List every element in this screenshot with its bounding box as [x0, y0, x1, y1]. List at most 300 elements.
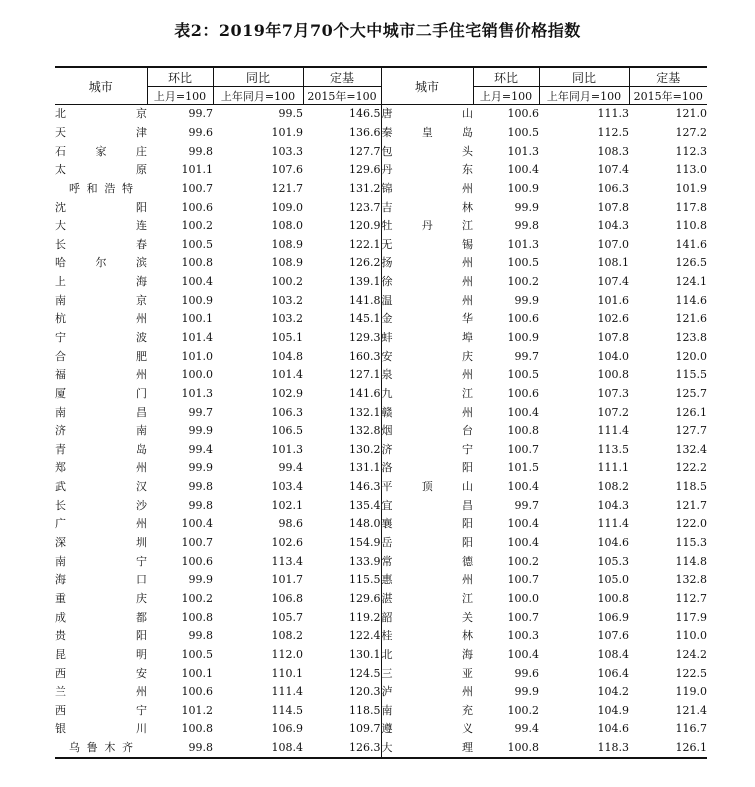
- right-yoy-cell: 107.6: [597, 629, 629, 643]
- left-yoy-cell: 106.3: [271, 405, 303, 419]
- left-mom-cell: 100.8: [181, 610, 213, 624]
- right-mom-cell: 100.9: [507, 181, 539, 195]
- left-yoy-cell: 106.8: [271, 591, 303, 605]
- right-base-cell: 122.2: [675, 461, 707, 475]
- left-yoy-cell: 105.7: [271, 610, 303, 624]
- table-row: [55, 403, 707, 422]
- right-city-cell: 温州: [381, 291, 473, 310]
- right-city-cell: 九江: [381, 385, 473, 404]
- right-city-cell: 扬州: [381, 254, 473, 273]
- right-city-cell: 桂林: [381, 627, 473, 646]
- left-base-cell: 130.1: [349, 647, 381, 661]
- right-mom-cell: 100.6: [507, 312, 539, 326]
- left-mom-cell: 100.6: [181, 200, 213, 214]
- right-base-cell: 118.5: [675, 480, 707, 494]
- left-base-cell: 127.7: [349, 144, 381, 158]
- left-base-cell: 120.9: [349, 219, 381, 233]
- right-city-cell: 无锡: [381, 235, 473, 254]
- left-city-cell: 成都: [55, 610, 147, 624]
- left-yoy-cell: 103.2: [271, 293, 303, 307]
- left-city-cell: 合肥: [55, 349, 147, 363]
- left-mom-cell: 100.0: [181, 368, 213, 382]
- right-yoy-cell: 106.3: [597, 181, 629, 195]
- left-base-cell: 122.1: [349, 237, 381, 251]
- right-mom-cell: 100.5: [507, 125, 539, 139]
- table-row: [55, 664, 707, 683]
- left-base-cell: 131.2: [349, 181, 381, 195]
- right-base-cell: 132.8: [675, 573, 707, 587]
- subheader-base-left: 2015年=100: [303, 87, 381, 105]
- left-city-cell: 北京: [55, 107, 147, 121]
- right-city-cell: 岳阳: [381, 534, 473, 553]
- table-row: [55, 534, 707, 553]
- right-city-cell: 洛阳: [381, 459, 473, 478]
- right-city-cell: 南充: [381, 702, 473, 721]
- left-city-cell: 天津: [55, 125, 147, 139]
- table-row: [55, 496, 707, 515]
- right-yoy-cell: 108.3: [597, 144, 629, 158]
- left-mom-cell: 99.6: [188, 125, 213, 139]
- left-city-cell: 青岛: [55, 442, 147, 456]
- right-base-cell: 127.2: [675, 125, 707, 139]
- left-base-cell: 141.6: [349, 386, 381, 400]
- table-row: [55, 273, 707, 292]
- right-base-cell: 115.5: [675, 368, 707, 382]
- left-yoy-cell: 105.1: [271, 331, 303, 344]
- left-base-cell: 146.5: [349, 107, 381, 121]
- right-yoy-cell: 118.3: [539, 739, 629, 759]
- left-mom-cell: 100.2: [181, 591, 213, 605]
- subheader-base-right: 2015年=100: [629, 87, 707, 105]
- subheader-yoy-left: 上年同月=100: [213, 87, 303, 105]
- right-city-cell: 北海: [381, 646, 473, 665]
- left-mom-cell: 99.9: [188, 461, 213, 475]
- right-city-cell: 韶关: [381, 608, 473, 627]
- left-city-cell: 贵阳: [55, 629, 147, 643]
- right-city-cell: 徐州: [381, 273, 473, 292]
- right-mom-cell: 99.9: [514, 293, 539, 307]
- left-mom-cell: 100.4: [181, 275, 213, 289]
- right-yoy-cell: 104.3: [597, 219, 629, 233]
- left-yoy-cell: 108.0: [271, 219, 303, 233]
- left-mom-cell: 100.8: [181, 256, 213, 270]
- right-mom-cell: 99.7: [514, 349, 539, 363]
- table-row: [55, 105, 707, 124]
- left-yoy-cell: 113.4: [271, 554, 303, 568]
- right-mom-cell: 99.9: [514, 200, 539, 214]
- right-mom-cell: 100.2: [507, 703, 539, 717]
- right-mom-cell: 99.9: [514, 685, 539, 699]
- left-city-cell: 杭州: [55, 312, 147, 326]
- left-mom-cell: 101.2: [181, 703, 213, 717]
- right-mom-cell: 100.2: [507, 554, 539, 568]
- left-base-cell: 141.8: [349, 293, 381, 307]
- left-city-cell: 哈尔滨: [55, 256, 147, 270]
- table-row: [55, 329, 707, 348]
- left-mom-cell: 99.8: [147, 739, 213, 759]
- right-mom-cell: 100.4: [507, 536, 539, 550]
- right-yoy-cell: 111.1: [597, 461, 629, 475]
- left-base-cell: 132.8: [349, 424, 381, 438]
- left-yoy-cell: 108.2: [271, 629, 303, 643]
- right-base-cell: 112.3: [675, 144, 707, 158]
- left-yoy-cell: 106.9: [271, 722, 303, 736]
- right-city-cell: 惠州: [381, 571, 473, 590]
- left-yoy-cell: 112.0: [271, 647, 303, 661]
- right-city-cell: 遵义: [381, 720, 473, 739]
- right-base-cell: 112.7: [675, 591, 707, 605]
- header-base-left: 定基: [303, 67, 381, 87]
- right-yoy-cell: 108.1: [597, 256, 629, 270]
- right-yoy-cell: 104.6: [597, 722, 629, 736]
- right-yoy-cell: 107.3: [597, 386, 629, 400]
- left-yoy-cell: 111.4: [271, 685, 303, 699]
- left-city-cell: 济南: [55, 424, 147, 438]
- left-yoy-cell: 114.5: [271, 703, 303, 717]
- left-yoy-cell: 103.3: [271, 144, 303, 158]
- right-city-cell: 济宁: [381, 441, 473, 460]
- right-yoy-cell: 105.3: [597, 554, 629, 568]
- right-mom-cell: 101.3: [507, 144, 539, 158]
- left-base-cell: 122.4: [349, 629, 381, 643]
- right-mom-cell: 100.3: [507, 629, 539, 643]
- right-yoy-cell: 106.4: [597, 666, 629, 680]
- left-yoy-cell: 108.9: [271, 256, 303, 270]
- left-base-cell: 139.1: [349, 275, 381, 289]
- left-base-cell: 115.5: [349, 573, 381, 587]
- left-base-cell: 133.9: [349, 554, 381, 568]
- right-city-cell: 烟台: [381, 422, 473, 441]
- left-yoy-cell: 103.4: [271, 480, 303, 494]
- left-base-cell: 136.6: [349, 125, 381, 139]
- left-city-cell: 太原: [55, 163, 147, 177]
- left-base-cell: 148.0: [349, 517, 381, 531]
- right-yoy-cell: 104.9: [597, 703, 629, 717]
- right-city-cell: 泸州: [381, 683, 473, 702]
- left-yoy-cell: 100.2: [271, 275, 303, 289]
- left-mom-cell: 100.1: [181, 312, 213, 326]
- right-base-cell: 101.9: [675, 181, 707, 195]
- right-mom-cell: 100.0: [507, 591, 539, 605]
- left-city-cell: 乌鲁木齐: [55, 739, 147, 759]
- left-mom-cell: 100.6: [181, 554, 213, 568]
- left-base-cell: 127.1: [349, 368, 381, 382]
- right-yoy-cell: 111.4: [597, 424, 629, 438]
- right-mom-cell: 100.4: [507, 480, 539, 494]
- right-city-cell: 丹东: [381, 161, 473, 180]
- left-yoy-cell: 103.2: [271, 312, 303, 326]
- right-yoy-cell: 107.8: [597, 200, 629, 214]
- right-base-cell: 132.4: [675, 442, 707, 456]
- left-mom-cell: 99.8: [188, 629, 213, 643]
- right-base-cell: 141.6: [675, 237, 707, 251]
- right-mom-cell: 101.5: [507, 461, 539, 475]
- right-yoy-cell: 104.0: [597, 349, 629, 363]
- right-base-cell: 121.4: [675, 703, 707, 717]
- right-base-cell: 124.2: [675, 647, 707, 661]
- left-yoy-cell: 104.8: [271, 349, 303, 363]
- right-base-cell: 119.0: [675, 685, 707, 699]
- left-yoy-cell: 98.6: [278, 517, 303, 531]
- left-yoy-cell: 101.4: [271, 368, 303, 382]
- header-city-right: 城市: [381, 67, 473, 105]
- right-mom-cell: 99.7: [514, 498, 539, 512]
- right-base-cell: 110.0: [675, 629, 707, 643]
- right-base-cell: 115.3: [675, 536, 707, 550]
- right-yoy-cell: 102.6: [597, 312, 629, 326]
- left-yoy-cell: 101.7: [271, 573, 303, 587]
- left-mom-cell: 99.7: [188, 405, 213, 419]
- left-mom-cell: 100.7: [181, 181, 213, 195]
- right-city-cell: 金华: [381, 310, 473, 329]
- right-mom-cell: 99.4: [514, 722, 539, 736]
- left-city-cell: 石家庄: [55, 144, 147, 158]
- right-base-cell: 113.0: [675, 163, 707, 177]
- left-yoy-cell: 121.7: [271, 181, 303, 195]
- right-base-cell: 126.5: [675, 256, 707, 270]
- table-row: [55, 385, 707, 404]
- left-mom-cell: 100.7: [181, 536, 213, 550]
- right-yoy-cell: 108.4: [597, 647, 629, 661]
- right-yoy-cell: 111.3: [597, 107, 629, 121]
- table-row: [55, 478, 707, 497]
- left-base-cell: 129.6: [349, 163, 381, 177]
- right-base-cell: 121.0: [675, 107, 707, 121]
- right-base-cell: 126.1: [629, 739, 707, 759]
- right-city-cell: 包头: [381, 142, 473, 161]
- left-mom-cell: 100.2: [181, 219, 213, 233]
- right-base-cell: 121.6: [675, 312, 707, 326]
- left-mom-cell: 99.8: [188, 144, 213, 158]
- right-yoy-cell: 100.8: [597, 591, 629, 605]
- right-yoy-cell: 104.3: [597, 498, 629, 512]
- left-city-cell: 南宁: [55, 554, 147, 568]
- left-city-cell: 长春: [55, 237, 147, 251]
- left-city-cell: 大连: [55, 219, 147, 233]
- left-base-cell: 120.3: [349, 685, 381, 699]
- table-row: [55, 161, 707, 180]
- right-base-cell: 121.7: [675, 498, 707, 512]
- right-base-cell: 117.8: [675, 200, 707, 214]
- left-mom-cell: 101.1: [181, 163, 213, 177]
- left-yoy-cell: 108.4: [213, 739, 303, 759]
- right-base-cell: 117.9: [675, 610, 707, 624]
- left-yoy-cell: 101.9: [271, 125, 303, 139]
- subheader-mom-left: 上月=100: [147, 87, 213, 105]
- subheader-yoy-right: 上年同月=100: [539, 87, 629, 105]
- table-row: [55, 739, 707, 759]
- right-mom-cell: 101.3: [507, 237, 539, 251]
- table-row: [55, 198, 707, 217]
- left-city-cell: 海口: [55, 573, 147, 587]
- right-mom-cell: 100.4: [507, 405, 539, 419]
- right-yoy-cell: 104.6: [597, 536, 629, 550]
- table-row: [55, 552, 707, 571]
- left-base-cell: 154.9: [349, 536, 381, 550]
- header-yoy-right: 同比: [539, 67, 629, 87]
- right-yoy-cell: 107.4: [597, 275, 629, 289]
- right-base-cell: 124.1: [675, 275, 707, 289]
- right-mom-cell: 100.7: [507, 442, 539, 456]
- header-mom-right: 环比: [473, 67, 539, 87]
- right-mom-cell: 100.8: [473, 739, 539, 759]
- right-base-cell: 120.0: [675, 349, 707, 363]
- left-base-cell: 118.5: [349, 703, 381, 717]
- left-mom-cell: 100.4: [181, 517, 213, 531]
- left-city-cell: 南京: [55, 293, 147, 307]
- left-city-cell: 呼和浩特: [69, 181, 133, 195]
- left-base-cell: 131.1: [349, 461, 381, 475]
- left-mom-cell: 101.4: [181, 331, 213, 344]
- left-yoy-cell: 107.6: [271, 163, 303, 177]
- table-row: [55, 235, 707, 254]
- right-mom-cell: 100.6: [507, 386, 539, 400]
- left-yoy-cell: 102.6: [271, 536, 303, 550]
- left-base-cell: 126.2: [349, 256, 381, 270]
- header-yoy-left: 同比: [213, 67, 303, 87]
- right-city-cell: 襄阳: [381, 515, 473, 534]
- table-row: [55, 291, 707, 310]
- left-city-cell: 广州: [55, 517, 147, 531]
- left-mom-cell: 99.8: [188, 480, 213, 494]
- left-base-cell: 132.1: [349, 405, 381, 419]
- right-mom-cell: 100.7: [507, 610, 539, 624]
- left-yoy-cell: 106.5: [271, 424, 303, 438]
- left-mom-cell: 101.3: [181, 386, 213, 400]
- right-city-cell: 蚌埠: [381, 329, 473, 348]
- right-mom-cell: 100.2: [507, 275, 539, 289]
- left-base-cell: 160.3: [349, 349, 381, 363]
- table-row: [55, 459, 707, 478]
- left-base-cell: 124.5: [349, 666, 381, 680]
- right-yoy-cell: 107.4: [597, 163, 629, 177]
- table-row: [55, 180, 707, 199]
- table-row: [55, 515, 707, 534]
- right-city-cell: 宜昌: [381, 496, 473, 515]
- right-yoy-cell: 106.9: [597, 610, 629, 624]
- right-base-cell: 114.8: [675, 554, 707, 568]
- left-city-cell: 昆明: [55, 647, 147, 661]
- left-city-cell: 长沙: [55, 498, 147, 512]
- table-body: [55, 105, 707, 759]
- table-title: 表2：2019年7月70个大中城市二手住宅销售价格指数: [174, 21, 581, 40]
- left-yoy-cell: 109.0: [271, 200, 303, 214]
- right-mom-cell: 100.4: [507, 163, 539, 177]
- right-city-cell: 唐山: [381, 105, 473, 124]
- left-base-cell: 126.3: [303, 739, 381, 759]
- table-row: [55, 590, 707, 609]
- left-city-cell: 兰州: [55, 685, 147, 699]
- table-row: [55, 608, 707, 627]
- right-city-cell: 三亚: [381, 664, 473, 683]
- right-base-cell: 114.6: [675, 293, 707, 307]
- right-base-cell: 122.5: [675, 666, 707, 680]
- left-yoy-cell: 102.9: [271, 386, 303, 400]
- table-row: [55, 627, 707, 646]
- left-base-cell: 129.6: [349, 591, 381, 605]
- right-mom-cell: 99.6: [514, 666, 539, 680]
- table-row: [55, 571, 707, 590]
- right-city-cell: 平顶山: [381, 478, 473, 497]
- left-mom-cell: 99.9: [188, 573, 213, 587]
- left-city-cell: 西安: [55, 666, 147, 680]
- right-city-cell: 常德: [381, 552, 473, 571]
- left-city-cell: 银川: [55, 722, 147, 736]
- left-city-cell: 西宁: [55, 703, 147, 717]
- table-row: [55, 702, 707, 721]
- left-base-cell: 145.1: [349, 312, 381, 326]
- header-mom-left: 环比: [147, 67, 213, 87]
- right-base-cell: 110.8: [675, 219, 707, 233]
- right-mom-cell: 100.5: [507, 256, 539, 270]
- right-yoy-cell: 108.2: [597, 480, 629, 494]
- right-yoy-cell: 113.5: [597, 442, 629, 456]
- left-yoy-cell: 99.5: [278, 107, 303, 121]
- table-row: [55, 683, 707, 702]
- left-base-cell: 146.3: [349, 480, 381, 494]
- left-yoy-cell: 102.1: [271, 498, 303, 512]
- left-yoy-cell: 110.1: [271, 666, 303, 680]
- right-base-cell: 123.8: [675, 331, 707, 344]
- left-base-cell: 119.2: [349, 610, 381, 624]
- left-yoy-cell: 101.3: [271, 442, 303, 456]
- left-mom-cell: 100.5: [181, 647, 213, 661]
- left-mom-cell: 99.9: [188, 424, 213, 438]
- right-mom-cell: 100.7: [507, 573, 539, 587]
- right-yoy-cell: 100.8: [597, 368, 629, 382]
- right-mom-cell: 100.4: [507, 647, 539, 661]
- left-city-cell: 重庆: [55, 591, 147, 605]
- left-base-cell: 129.3: [349, 331, 381, 344]
- right-base-cell: 116.7: [675, 722, 707, 736]
- right-city-cell: 大理: [381, 739, 473, 759]
- right-city-cell: 湛江: [381, 590, 473, 609]
- table-row: [55, 254, 707, 273]
- left-mom-cell: 99.4: [188, 442, 213, 456]
- left-city-cell: 郑州: [55, 461, 147, 475]
- left-city-cell: 深圳: [55, 536, 147, 550]
- right-base-cell: 126.1: [675, 405, 707, 419]
- right-city-cell: 赣州: [381, 403, 473, 422]
- table-row: [55, 217, 707, 236]
- left-base-cell: 130.2: [349, 442, 381, 456]
- left-mom-cell: 99.7: [188, 107, 213, 121]
- left-mom-cell: 100.8: [181, 722, 213, 736]
- right-yoy-cell: 107.0: [597, 237, 629, 251]
- price-index-table: [55, 66, 707, 759]
- table-row: [55, 366, 707, 385]
- table-row: [55, 646, 707, 665]
- header-city-left: 城市: [55, 67, 147, 105]
- right-mom-cell: 99.8: [514, 219, 539, 233]
- left-base-cell: 123.7: [349, 200, 381, 214]
- left-city-cell: 武汉: [55, 480, 147, 494]
- left-mom-cell: 100.9: [181, 293, 213, 307]
- right-base-cell: 127.7: [675, 424, 707, 438]
- right-base-cell: 122.0: [675, 517, 707, 531]
- table-row: [55, 310, 707, 329]
- table-row: [55, 720, 707, 739]
- right-base-cell: 125.7: [675, 386, 707, 400]
- subheader-mom-right: 上月=100: [473, 87, 539, 105]
- right-mom-cell: 100.9: [507, 331, 539, 344]
- left-city-cell: 宁波: [55, 331, 147, 344]
- table-row: [55, 441, 707, 460]
- left-mom-cell: 99.8: [188, 498, 213, 512]
- left-mom-cell: 100.5: [181, 237, 213, 251]
- left-mom-cell: 101.0: [181, 349, 213, 363]
- table-row: [55, 347, 707, 366]
